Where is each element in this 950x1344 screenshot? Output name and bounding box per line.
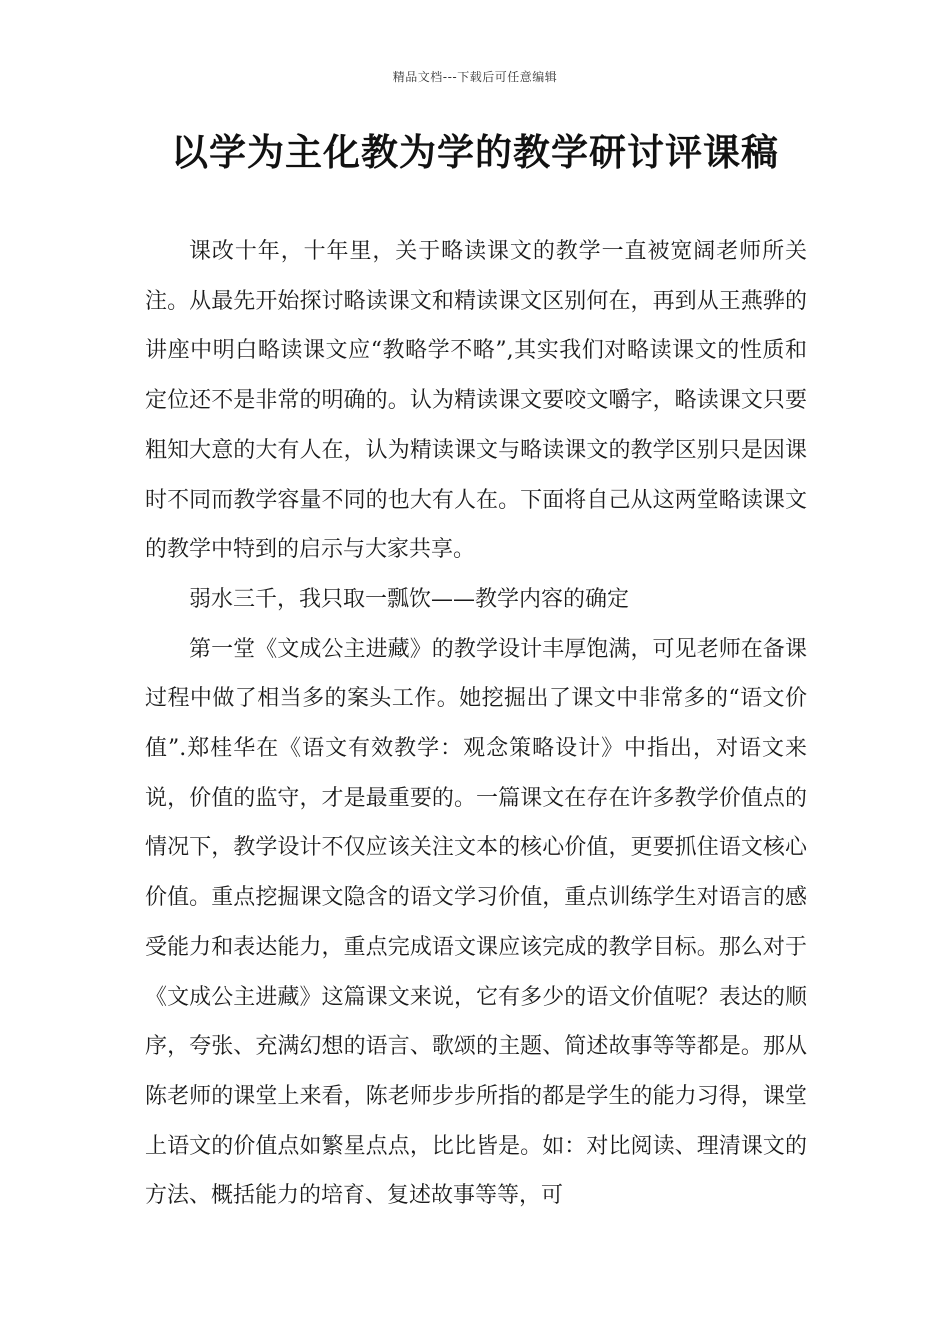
document-body — [145, 227, 807, 1221]
document-title: 以学为主化教为学的教学研讨评课稿 — [171, 131, 779, 174]
paragraph-2-subheading: 弱水三千，我只取一瓢饮——教学内容的确定 — [189, 586, 630, 612]
paragraph-3: 第一堂《文成公主进藏》的教学设计丰厚饱满，可见老师在备课过程中做了相当多的案头工作。她挖掘出了课文中非常多的“语文价值”.郑桂华在《语文有效教学：观念策略设计》中指出，对语文来说，价值的监守，才是最重要的。一篇课文在存在许多教学价值点的情况下，教学设计不仅应该关注文本的核心价值，更要抓住语文核心价值。重点挖掘课文隐含的语文学习价值，重点训练学生对语言的感受能力和表达能力，重点完成语文课应该完成的教学目标。那么对于《文成公主进藏》这篇课文来说，它有多少的语文价值呢？表达的顺序，夸张、充满幻想的语言、歌颂的主题、简述故事等等都是。那从陈老师的课堂上来看，陈老师步步所指的都是学生的能力习得，课堂上语文的价值点如繁星点点，比比皆是。如：对比阅读、理清课文的方法、概括能力的培育、复述故事等等，可 — [145, 636, 807, 1209]
header-note: 精品文档---下载后可任意编辑 — [392, 70, 558, 84]
paragraph-1: 课改十年，十年里，关于略读课文的教学一直被宽阔老师所关注。从最先开始探讨略读课文和精读课文区别何在，再到从王燕骅的讲座中明白略读课文应“教略学不略”,其实我们对略读课文的性质和定位还不是非常的明确的。认为精读课文要咬文嚼字，略读课文只要粗知大意的大有人在，认为精读课文与略读课文的教学区别只是因课时不同而教学容量不同的也大有人在。下面将自己从这两堂略读课文的教学中特到的启示与大家共享。 — [145, 239, 807, 563]
